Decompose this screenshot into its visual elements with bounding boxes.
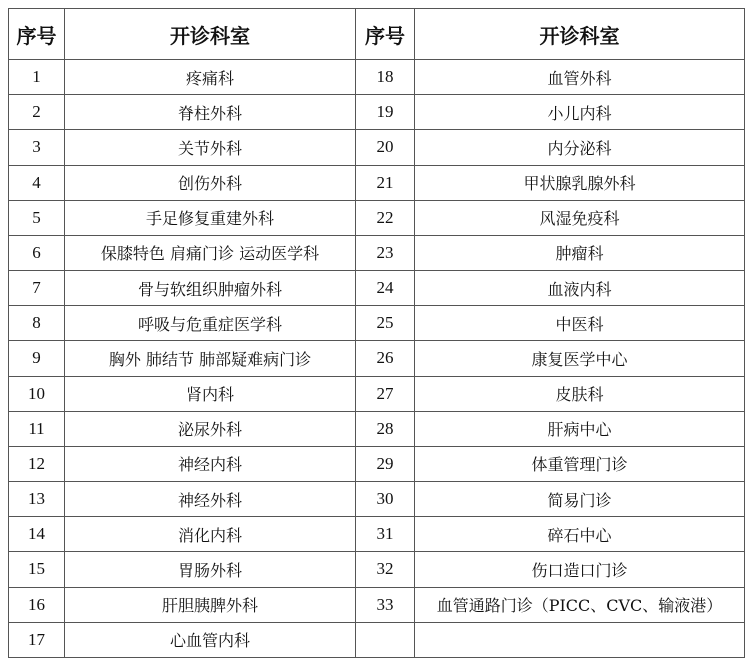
table-row — [9, 60, 745, 95]
department-cell-left: 消化内科 — [65, 517, 356, 552]
serial-cell-left: 5 — [9, 200, 65, 235]
header-serial-left: 序号 — [9, 9, 65, 60]
table-row — [9, 446, 745, 481]
header-row — [9, 9, 745, 60]
serial-cell-right: 33 — [356, 587, 415, 622]
serial-cell-left: 13 — [9, 482, 65, 517]
serial-cell-right: 22 — [356, 200, 415, 235]
department-cell-right: 皮肤科 — [415, 376, 745, 411]
serial-cell-right: 24 — [356, 271, 415, 306]
department-cell-right: 伤口造口门诊 — [415, 552, 745, 587]
table-row — [9, 517, 745, 552]
serial-cell-right: 21 — [356, 165, 415, 200]
serial-cell-right: 23 — [356, 235, 415, 270]
table-row — [9, 165, 745, 200]
serial-cell-right: 28 — [356, 411, 415, 446]
serial-cell-left: 2 — [9, 95, 65, 130]
department-cell-right: 血管通路门诊（PICC、CVC、输液港） — [415, 587, 745, 622]
table-row — [9, 587, 745, 622]
department-cell-right: 血管外科 — [415, 60, 745, 95]
department-cell-left: 呼吸与危重症医学科 — [65, 306, 356, 341]
department-cell-left: 泌尿外科 — [65, 411, 356, 446]
serial-cell-left: 9 — [9, 341, 65, 376]
table-row — [9, 306, 745, 341]
serial-cell-right: 31 — [356, 517, 415, 552]
serial-cell-right: 19 — [356, 95, 415, 130]
department-cell-right: 中医科 — [415, 306, 745, 341]
department-cell-right — [415, 622, 745, 657]
serial-cell-right: 26 — [356, 341, 415, 376]
table-row — [9, 482, 745, 517]
department-cell-left: 疼痛科 — [65, 60, 356, 95]
table-row — [9, 95, 745, 130]
serial-cell-left: 14 — [9, 517, 65, 552]
serial-cell-left: 15 — [9, 552, 65, 587]
serial-cell-right: 29 — [356, 446, 415, 481]
table-row — [9, 235, 745, 270]
department-cell-left: 神经内科 — [65, 446, 356, 481]
department-cell-right: 肝病中心 — [415, 411, 745, 446]
department-cell-left: 手足修复重建外科 — [65, 200, 356, 235]
serial-cell-left: 10 — [9, 376, 65, 411]
department-cell-right: 内分泌科 — [415, 130, 745, 165]
department-cell-left: 心血管内科 — [65, 622, 356, 657]
serial-cell-right: 32 — [356, 552, 415, 587]
table-row — [9, 130, 745, 165]
department-cell-right: 肿瘤科 — [415, 235, 745, 270]
table-row — [9, 411, 745, 446]
department-table — [8, 8, 745, 658]
department-cell-left: 胸外 肺结节 肺部疑难病门诊 — [65, 341, 356, 376]
department-cell-left: 肝胆胰脾外科 — [65, 587, 356, 622]
department-cell-right: 简易门诊 — [415, 482, 745, 517]
department-cell-right: 小儿内科 — [415, 95, 745, 130]
department-cell-left: 胃肠外科 — [65, 552, 356, 587]
serial-cell-left: 1 — [9, 60, 65, 95]
serial-cell-right: 25 — [356, 306, 415, 341]
department-cell-left: 脊柱外科 — [65, 95, 356, 130]
department-cell-right: 体重管理门诊 — [415, 446, 745, 481]
header-department-left: 开诊科室 — [65, 9, 356, 60]
table-row — [9, 376, 745, 411]
department-cell-left: 肾内科 — [65, 376, 356, 411]
department-cell-left: 关节外科 — [65, 130, 356, 165]
department-cell-left: 神经外科 — [65, 482, 356, 517]
serial-cell-left: 4 — [9, 165, 65, 200]
serial-cell-right: 30 — [356, 482, 415, 517]
serial-cell-left: 12 — [9, 446, 65, 481]
serial-cell-left: 7 — [9, 271, 65, 306]
table-row — [9, 271, 745, 306]
table-row — [9, 552, 745, 587]
serial-cell-right — [356, 622, 415, 657]
header-department-right: 开诊科室 — [415, 9, 745, 60]
department-cell-right: 甲状腺乳腺外科 — [415, 165, 745, 200]
department-cell-right: 风湿免疫科 — [415, 200, 745, 235]
department-cell-right: 康复医学中心 — [415, 341, 745, 376]
serial-cell-left: 11 — [9, 411, 65, 446]
serial-cell-left: 17 — [9, 622, 65, 657]
serial-cell-right: 27 — [356, 376, 415, 411]
serial-cell-right: 18 — [356, 60, 415, 95]
table-body — [9, 60, 745, 658]
serial-cell-left: 8 — [9, 306, 65, 341]
table-row — [9, 200, 745, 235]
department-cell-left: 骨与软组织肿瘤外科 — [65, 271, 356, 306]
department-cell-left: 创伤外科 — [65, 165, 356, 200]
serial-cell-left: 6 — [9, 235, 65, 270]
department-cell-left: 保膝特色 肩痛门诊 运动医学科 — [65, 235, 356, 270]
header-serial-right: 序号 — [356, 9, 415, 60]
table-row — [9, 341, 745, 376]
table-row — [9, 622, 745, 657]
serial-cell-right: 20 — [356, 130, 415, 165]
department-cell-right: 碎石中心 — [415, 517, 745, 552]
department-cell-right: 血液内科 — [415, 271, 745, 306]
serial-cell-left: 3 — [9, 130, 65, 165]
serial-cell-left: 16 — [9, 587, 65, 622]
